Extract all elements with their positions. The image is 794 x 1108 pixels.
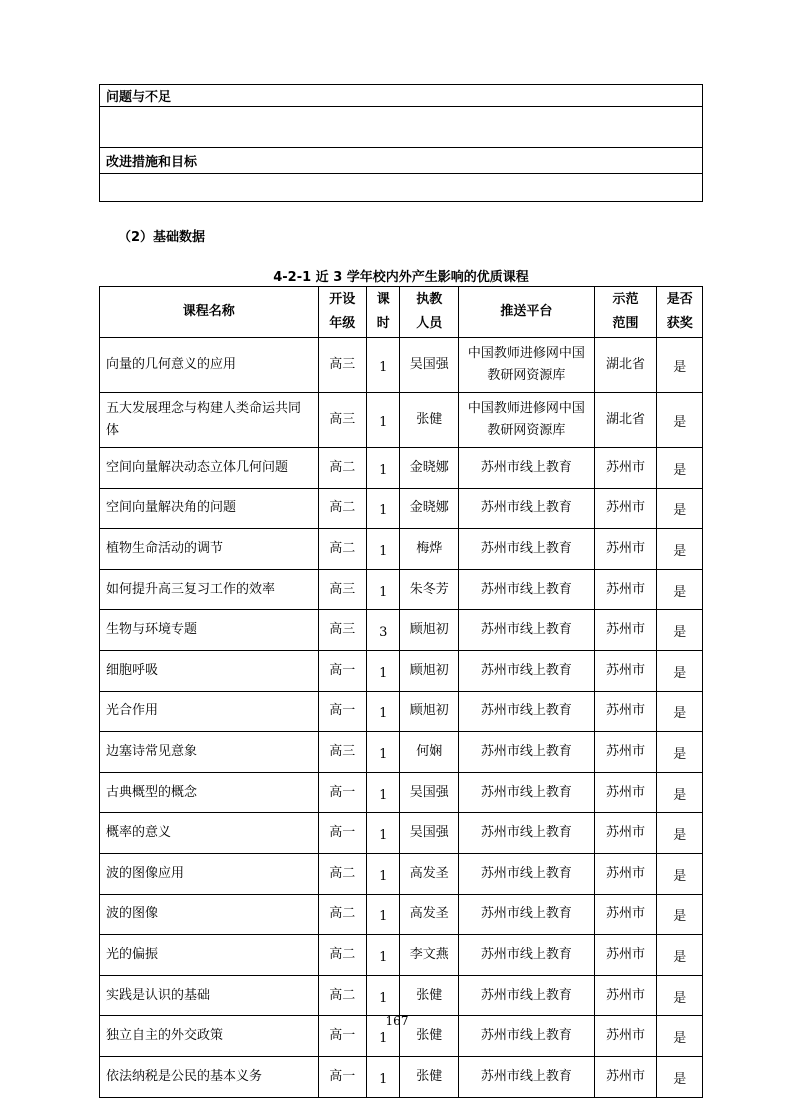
improvements-label: 改进措施和目标 xyxy=(100,148,703,174)
cell-hours: 1 xyxy=(367,975,400,1016)
cell-course-name: 生物与环境专题 xyxy=(100,610,319,651)
table-row xyxy=(100,894,703,935)
cell-grade: 高二 xyxy=(318,894,367,935)
cell-grade: 高二 xyxy=(318,448,367,489)
cell-platform: 苏州市线上教育 xyxy=(459,650,595,691)
cell-scope: 苏州市 xyxy=(594,853,657,894)
cell-course-name: 独立自主的外交政策 xyxy=(100,1016,319,1057)
cell-platform: 苏州市线上教育 xyxy=(459,691,595,732)
table-row xyxy=(100,935,703,976)
cell-teacher: 顾旭初 xyxy=(400,610,459,651)
courses-table-body xyxy=(100,338,703,1098)
cell-platform: 苏州市线上教育 xyxy=(459,610,595,651)
cell-hours: 1 xyxy=(367,393,400,448)
table-row xyxy=(100,691,703,732)
cell-teacher: 金晓娜 xyxy=(400,448,459,489)
table-row xyxy=(100,338,703,393)
courses-table xyxy=(99,286,703,1098)
cell-scope: 苏州市 xyxy=(594,1056,657,1097)
problems-text xyxy=(100,107,703,148)
table-row xyxy=(100,488,703,529)
table-row xyxy=(100,448,703,489)
cell-platform: 苏州市线上教育 xyxy=(459,1056,595,1097)
cell-award: 是 xyxy=(657,488,703,529)
cell-teacher: 吴国强 xyxy=(400,772,459,813)
cell-award: 是 xyxy=(657,1056,703,1097)
table-row xyxy=(100,393,703,448)
cell-scope: 苏州市 xyxy=(594,488,657,529)
cell-teacher: 顾旭初 xyxy=(400,691,459,732)
cell-award: 是 xyxy=(657,772,703,813)
section-heading: （2）基础数据 xyxy=(118,230,206,245)
problems-and-improvements-box xyxy=(99,84,703,202)
cell-award: 是 xyxy=(657,894,703,935)
cell-platform: 苏州市线上教育 xyxy=(459,1016,595,1057)
cell-award: 是 xyxy=(657,975,703,1016)
cell-grade: 高一 xyxy=(318,691,367,732)
table-row xyxy=(100,529,703,570)
cell-platform: 中国教师进修网中国教研网资源库 xyxy=(459,338,595,393)
cell-grade: 高一 xyxy=(318,1016,367,1057)
table-row xyxy=(100,813,703,854)
cell-teacher: 张健 xyxy=(400,393,459,448)
page-number: 167 xyxy=(385,1014,409,1028)
cell-scope: 苏州市 xyxy=(594,529,657,570)
cell-grade: 高一 xyxy=(318,813,367,854)
cell-scope: 苏州市 xyxy=(594,650,657,691)
cell-grade: 高二 xyxy=(318,488,367,529)
cell-hours: 1 xyxy=(367,813,400,854)
cell-platform: 苏州市线上教育 xyxy=(459,488,595,529)
cell-award: 是 xyxy=(657,393,703,448)
cell-award: 是 xyxy=(657,813,703,854)
header-scope: 示范 范围 xyxy=(594,287,657,338)
cell-hours: 3 xyxy=(367,610,400,651)
table-row xyxy=(100,1056,703,1097)
cell-platform: 中国教师进修网中国教研网资源库 xyxy=(459,393,595,448)
problems-label: 问题与不足 xyxy=(100,85,703,107)
cell-platform: 苏州市线上教育 xyxy=(459,894,595,935)
cell-grade: 高一 xyxy=(318,650,367,691)
cell-course-name: 空间向量解决动态立体几何问题 xyxy=(100,448,319,489)
cell-platform: 苏州市线上教育 xyxy=(459,772,595,813)
cell-course-name: 植物生命活动的调节 xyxy=(100,529,319,570)
cell-course-name: 光合作用 xyxy=(100,691,319,732)
cell-platform: 苏州市线上教育 xyxy=(459,529,595,570)
cell-award: 是 xyxy=(657,1016,703,1057)
cell-platform: 苏州市线上教育 xyxy=(459,448,595,489)
cell-platform: 苏州市线上教育 xyxy=(459,975,595,1016)
table-row xyxy=(100,772,703,813)
cell-teacher: 李文燕 xyxy=(400,935,459,976)
cell-teacher: 高发圣 xyxy=(400,894,459,935)
cell-course-name: 如何提升高三复习工作的效率 xyxy=(100,569,319,610)
cell-scope: 苏州市 xyxy=(594,894,657,935)
cell-hours: 1 xyxy=(367,935,400,976)
cell-grade: 高三 xyxy=(318,338,367,393)
cell-hours: 1 xyxy=(367,448,400,489)
cell-scope: 湖北省 xyxy=(594,393,657,448)
cell-platform: 苏州市线上教育 xyxy=(459,732,595,773)
cell-teacher: 张健 xyxy=(400,1056,459,1097)
cell-course-name: 空间向量解决角的问题 xyxy=(100,488,319,529)
cell-award: 是 xyxy=(657,853,703,894)
cell-course-name: 五大发展理念与构建人类命运共同体 xyxy=(100,393,319,448)
cell-award: 是 xyxy=(657,732,703,773)
cell-scope: 苏州市 xyxy=(594,772,657,813)
cell-course-name: 波的图像 xyxy=(100,894,319,935)
cell-scope: 苏州市 xyxy=(594,569,657,610)
cell-grade: 高二 xyxy=(318,529,367,570)
cell-hours: 1 xyxy=(367,732,400,773)
table-row xyxy=(100,732,703,773)
cell-award: 是 xyxy=(657,448,703,489)
cell-teacher: 吴国强 xyxy=(400,338,459,393)
header-platform: 推送平台 xyxy=(459,287,595,338)
cell-course-name: 古典概型的概念 xyxy=(100,772,319,813)
cell-award: 是 xyxy=(657,569,703,610)
header-teacher: 执教 人员 xyxy=(400,287,459,338)
cell-hours: 1 xyxy=(367,772,400,813)
cell-teacher: 朱冬芳 xyxy=(400,569,459,610)
cell-teacher: 顾旭初 xyxy=(400,650,459,691)
cell-teacher: 张健 xyxy=(400,975,459,1016)
cell-teacher: 高发圣 xyxy=(400,853,459,894)
improvements-text xyxy=(100,174,703,202)
cell-grade: 高一 xyxy=(318,772,367,813)
cell-hours: 1 xyxy=(367,853,400,894)
cell-scope: 湖北省 xyxy=(594,338,657,393)
cell-hours: 1 xyxy=(367,650,400,691)
cell-hours: 1 xyxy=(367,1016,400,1057)
cell-platform: 苏州市线上教育 xyxy=(459,813,595,854)
cell-teacher: 金晓娜 xyxy=(400,488,459,529)
cell-scope: 苏州市 xyxy=(594,610,657,651)
cell-hours: 1 xyxy=(367,691,400,732)
cell-award: 是 xyxy=(657,935,703,976)
header-hours: 课 时 xyxy=(367,287,400,338)
table-header-row xyxy=(100,287,703,338)
cell-scope: 苏州市 xyxy=(594,448,657,489)
cell-grade: 高三 xyxy=(318,610,367,651)
cell-teacher: 吴国强 xyxy=(400,813,459,854)
cell-course-name: 边塞诗常见意象 xyxy=(100,732,319,773)
header-award: 是否 获奖 xyxy=(657,287,703,338)
table-row xyxy=(100,569,703,610)
table-row xyxy=(100,853,703,894)
cell-platform: 苏州市线上教育 xyxy=(459,853,595,894)
cell-teacher: 何娴 xyxy=(400,732,459,773)
cell-grade: 高二 xyxy=(318,975,367,1016)
cell-course-name: 波的图像应用 xyxy=(100,853,319,894)
cell-award: 是 xyxy=(657,650,703,691)
cell-grade: 高二 xyxy=(318,853,367,894)
header-course-name: 课程名称 xyxy=(100,287,319,338)
cell-grade: 高二 xyxy=(318,935,367,976)
cell-scope: 苏州市 xyxy=(594,1016,657,1057)
cell-teacher: 梅烨 xyxy=(400,529,459,570)
cell-grade: 高三 xyxy=(318,393,367,448)
table-row xyxy=(100,610,703,651)
cell-hours: 1 xyxy=(367,1056,400,1097)
cell-grade: 高一 xyxy=(318,1056,367,1097)
cell-platform: 苏州市线上教育 xyxy=(459,569,595,610)
cell-course-name: 实践是认识的基础 xyxy=(100,975,319,1016)
cell-scope: 苏州市 xyxy=(594,975,657,1016)
header-grade: 开设 年级 xyxy=(318,287,367,338)
cell-award: 是 xyxy=(657,691,703,732)
cell-course-name: 光的偏振 xyxy=(100,935,319,976)
table-row xyxy=(100,975,703,1016)
cell-course-name: 向量的几何意义的应用 xyxy=(100,338,319,393)
cell-grade: 高三 xyxy=(318,732,367,773)
cell-platform: 苏州市线上教育 xyxy=(459,935,595,976)
table-caption: 4-2-1 近 3 学年校内外产生影响的优质课程 xyxy=(273,270,529,285)
cell-course-name: 概率的意义 xyxy=(100,813,319,854)
cell-hours: 1 xyxy=(367,569,400,610)
cell-hours: 1 xyxy=(367,894,400,935)
cell-teacher: 张健 xyxy=(400,1016,459,1057)
cell-award: 是 xyxy=(657,338,703,393)
cell-hours: 1 xyxy=(367,338,400,393)
cell-scope: 苏州市 xyxy=(594,732,657,773)
cell-hours: 1 xyxy=(367,488,400,529)
cell-course-name: 细胞呼吸 xyxy=(100,650,319,691)
cell-award: 是 xyxy=(657,529,703,570)
cell-hours: 1 xyxy=(367,529,400,570)
cell-course-name: 依法纳税是公民的基本义务 xyxy=(100,1056,319,1097)
cell-scope: 苏州市 xyxy=(594,813,657,854)
cell-grade: 高三 xyxy=(318,569,367,610)
cell-scope: 苏州市 xyxy=(594,691,657,732)
cell-scope: 苏州市 xyxy=(594,935,657,976)
cell-award: 是 xyxy=(657,610,703,651)
table-row xyxy=(100,650,703,691)
